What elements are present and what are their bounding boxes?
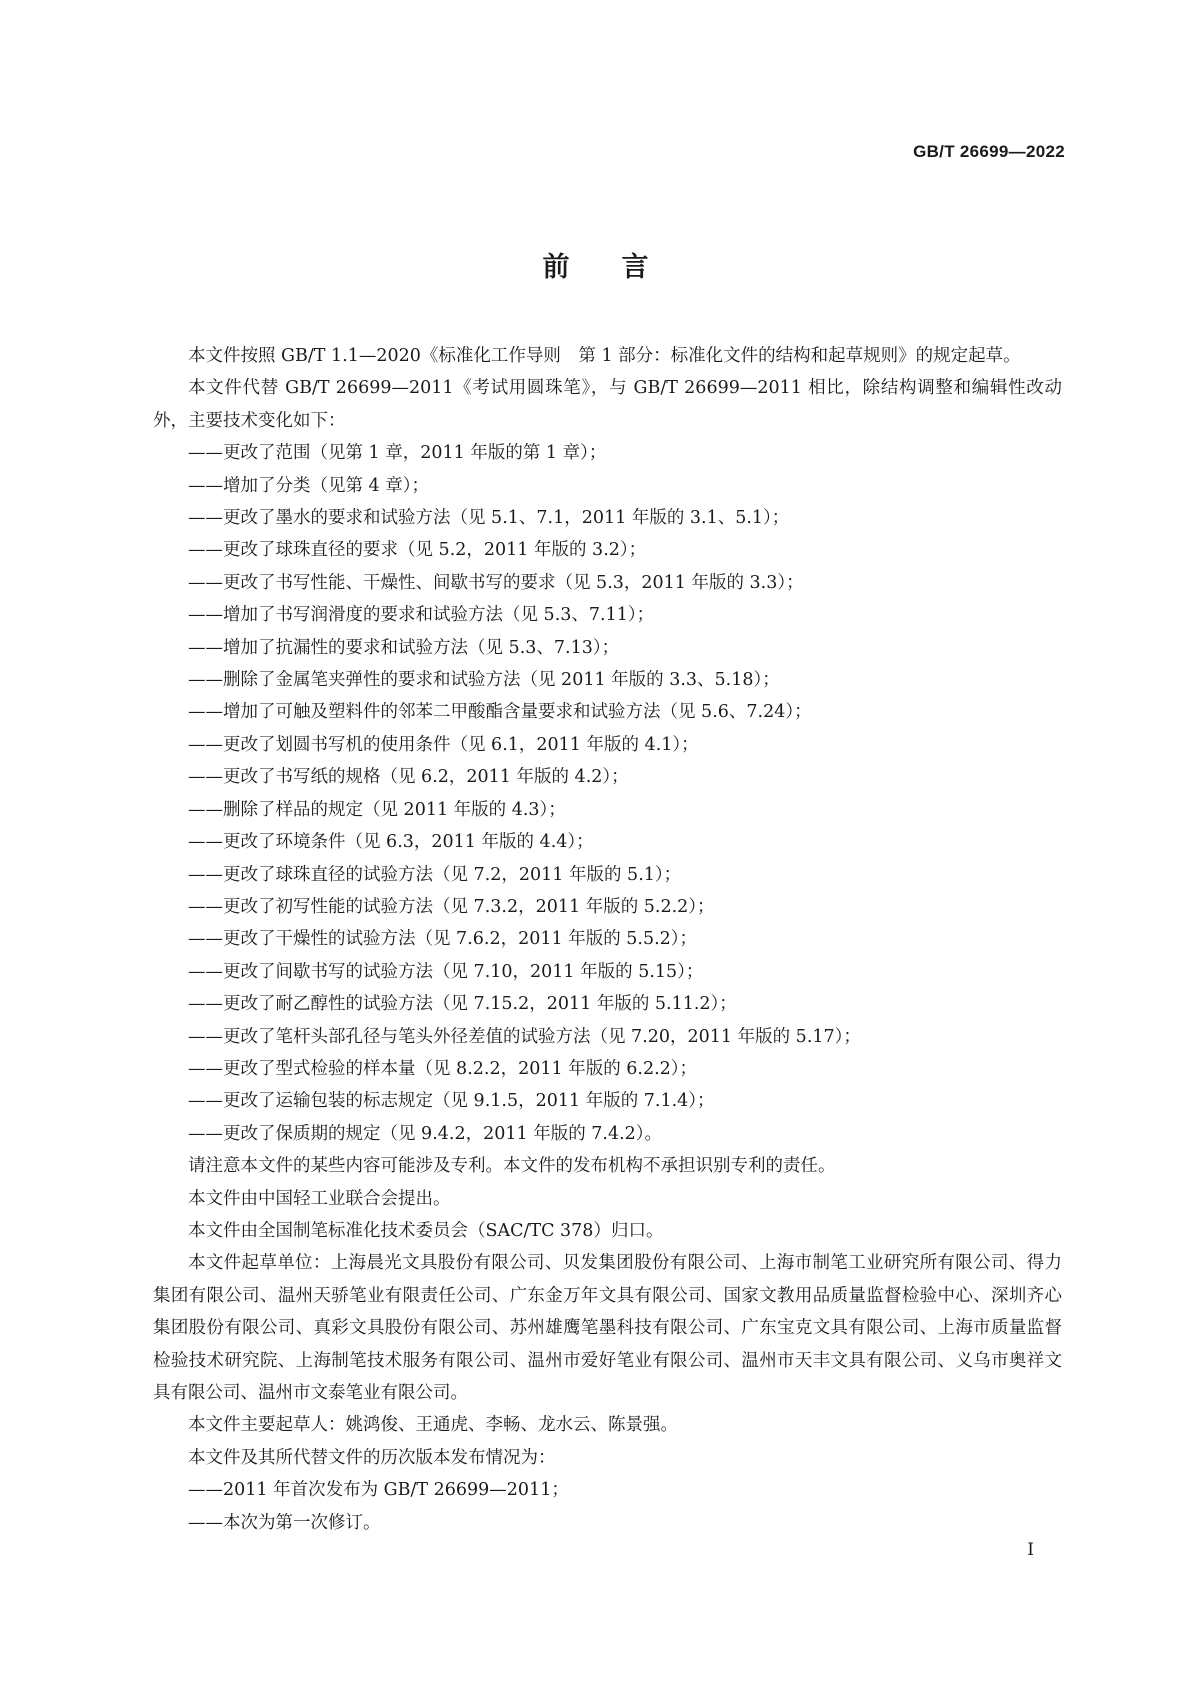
- list-item: ——更改了划圆书写机的使用条件（见 6.1，2011 年版的 4.1）；: [188, 734, 699, 755]
- list-item: ——更改了耐乙醇性的试验方法（见 7.15.2，2011 年版的 5.11.2）；: [188, 994, 737, 1015]
- list-item: ——更改了保质期的规定（见 9.4.2，2011 年版的 7.4.2）。: [188, 1123, 663, 1144]
- list-item: ——更改了环境条件（见 6.3，2011 年版的 4.4）；: [188, 832, 594, 853]
- list-item: ——更改了书写纸的规格（见 6.2，2011 年版的 4.2）；: [188, 767, 629, 788]
- list-item: ——更改了初写性能的试验方法（见 7.3.2，2011 年版的 5.2.2）；: [188, 896, 715, 917]
- list-item: ——更改了球珠直径的试验方法（见 7.2，2011 年版的 5.1）；: [188, 864, 682, 885]
- paragraph-proposer: 本文件由中国轻工业联合会提出。: [188, 1188, 451, 1209]
- list-item: ——2011 年首次发布为 GB/T 26699—2011；: [188, 1480, 569, 1501]
- paragraph-history-intro: 本文件及其所代替文件的历次版本发布情况为：: [188, 1447, 556, 1468]
- paragraph-drafting-rules: 本文件按照 GB/T 1.1—2020《标准化工作导则 第 1 部分：标准化文件的结构和起草规则》的规定起草。: [188, 346, 1021, 366]
- list-item: ——更改了间歇书写的试验方法（见 7.10，2011 年版的 5.15）；: [188, 961, 704, 982]
- paragraph-replaces: 本文件代替 GB/T 26699—2011《考试用圆珠笔》，与 GB/T 26699—2011 相比，除结构调整和编辑性改动外，主要技术变化如下：: [153, 378, 1062, 431]
- list-item: ——增加了可触及塑料件的邻苯二甲酸酯含量要求和试验方法（见 5.6、7.24）；: [188, 702, 812, 723]
- list-item: ——更改了运输包装的标志规定（见 9.1.5，2011 年版的 7.1.4）；: [188, 1091, 715, 1112]
- page-number: I: [1027, 1540, 1034, 1560]
- list-item: ——增加了分类（见第 4 章）；: [188, 475, 430, 496]
- paragraph-committee: 本文件由全国制笔标准化技术委员会（SAC/TC 378）归口。: [188, 1220, 664, 1241]
- list-item: ——更改了型式检验的样本量（见 8.2.2，2011 年版的 6.2.2）；: [188, 1058, 698, 1079]
- paragraph-drafters: 本文件主要起草人：姚鸿俊、王通虎、李畅、龙水云、陈景强。: [188, 1415, 678, 1436]
- standard-code: GB/T 26699—2022: [913, 142, 1065, 161]
- technical-changes-list: [153, 437, 1062, 1150]
- list-item: ——更改了书写性能、干燥性、间歇书写的要求（见 5.3，2011 年版的 3.3）；: [188, 572, 804, 593]
- foreword-body: [153, 340, 1062, 1539]
- list-item: ——删除了样品的规定（见 2011 年版的 4.3）；: [188, 799, 566, 820]
- list-item: ——更改了墨水的要求和试验方法（见 5.1、7.1，2011 年版的 3.1、5.1）；: [188, 508, 790, 529]
- list-item: ——更改了干燥性的试验方法（见 7.6.2，2011 年版的 5.5.2）；: [188, 929, 698, 950]
- list-item: ——增加了书写润滑度的要求和试验方法（见 5.3、7.11）；: [188, 605, 655, 626]
- paragraph-patent-notice: 请注意本文件的某些内容可能涉及专利。本文件的发布机构不承担识别专利的责任。: [188, 1156, 836, 1177]
- list-item: ——更改了笔杆头部孔径与笔头外径差值的试验方法（见 7.20，2011 年版的 5.17）；: [188, 1026, 861, 1047]
- list-item: ——删除了金属笔夹弹性的要求和试验方法（见 2011 年版的 3.3、5.18）；: [188, 670, 780, 691]
- list-item: ——增加了抗漏性的要求和试验方法（见 5.3、7.13）；: [188, 637, 620, 658]
- paragraph-drafting-units: 本文件起草单位：上海晨光文具股份有限公司、贝发集团股份有限公司、上海市制笔工业研究所有限公司、得力集团有限公司、温州天骄笔业有限责任公司、广东金万年文具有限公司、国家文教用品质量监督检验中心、深圳齐心集团股份有限公司、真彩文具股份有限公司、苏州雄鹰笔墨科技有限公司、广东宝克文具有限公司、上海市质量监督检验技术研究院、上海制笔技术服务有限公司、温州市爱好笔业有限公司、温州市天丰文具有限公司、义乌市奥祥文具有限公司、温州市文泰笔业有限公司。: [153, 1253, 1062, 1403]
- list-item: ——更改了范围（见第 1 章，2011 年版的第 1 章）；: [188, 443, 607, 464]
- list-item: ——本次为第一次修订。: [188, 1512, 381, 1533]
- page-title: 前言: [542, 252, 701, 283]
- version-history-list: [153, 1474, 1062, 1539]
- list-item: ——更改了球珠直径的要求（见 5.2，2011 年版的 3.2）；: [188, 540, 647, 561]
